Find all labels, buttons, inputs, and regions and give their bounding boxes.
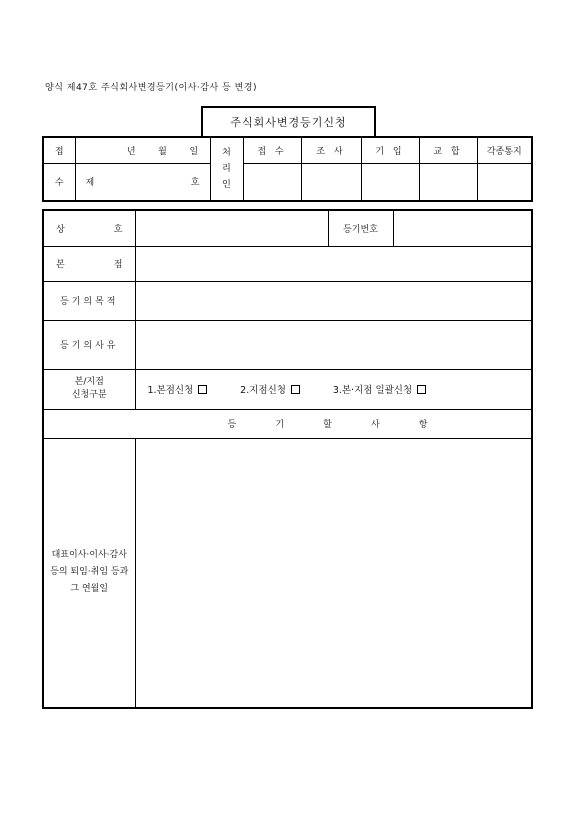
number-prefix: 제 — [85, 178, 95, 189]
number-suffix: 호 — [190, 178, 200, 189]
handler-label: 처 리 인 — [210, 137, 243, 201]
head-office-label: 본 점 — [43, 246, 135, 281]
document-title: 주식회사변경등기신청 — [201, 106, 376, 136]
trade-name-label: 상 호 — [43, 210, 135, 246]
step-collation: 교 합 — [419, 137, 477, 163]
option-combined[interactable]: 3.본·지점 일괄신청 — [333, 382, 426, 396]
step-notifications-cell[interactable] — [477, 163, 532, 201]
month-label: 월 — [158, 146, 167, 157]
step-entry: 기 입 — [361, 137, 419, 163]
head-office-field[interactable] — [135, 246, 532, 281]
registration-number-field[interactable] — [393, 210, 532, 246]
step-investigation: 조 사 — [301, 137, 361, 163]
combined-checkbox[interactable] — [417, 385, 426, 394]
receipt-date — [75, 137, 210, 163]
form-number-title: 양식 제47호 주식회사변경등기(이사·감사 등 변경) — [45, 83, 257, 93]
option-branch[interactable]: 2.지점신청 — [240, 382, 300, 396]
branch-checkbox[interactable] — [291, 385, 300, 394]
receipt-table — [42, 136, 533, 202]
day-label: 일 — [189, 146, 199, 157]
items-label: 대표이사·이사·감사 등의 퇴임·취임 등과 그 연월일 — [43, 438, 135, 708]
step-entry-cell[interactable] — [361, 163, 419, 201]
receipt-label-bottom: 수 — [43, 163, 75, 201]
head-office-checkbox[interactable] — [198, 385, 207, 394]
step-notifications: 각종통지 — [477, 137, 532, 163]
purpose-label: 등기의목적 — [43, 281, 135, 320]
application-type-label: 본/지점 신청구분 — [43, 369, 135, 409]
receipt-number — [75, 163, 210, 201]
items-header: 등 기 할 사 항 — [43, 409, 532, 438]
year-label: 년 — [126, 146, 136, 157]
application-table — [42, 209, 533, 709]
step-collation-cell[interactable] — [419, 163, 477, 201]
step-investigation-cell[interactable] — [301, 163, 361, 201]
receipt-label-top: 접 — [43, 137, 75, 163]
step-receipt: 접 수 — [243, 137, 301, 163]
registration-number-label: 등기번호 — [328, 210, 393, 246]
trade-name-field[interactable] — [135, 210, 328, 246]
option-head-office[interactable]: 1.본점신청 — [148, 382, 208, 396]
application-type-options — [135, 369, 532, 409]
step-receipt-cell[interactable] — [243, 163, 301, 201]
purpose-field[interactable] — [135, 281, 532, 320]
reason-label: 등기의사유 — [43, 320, 135, 369]
reason-field[interactable] — [135, 320, 532, 369]
items-field[interactable] — [135, 438, 532, 708]
